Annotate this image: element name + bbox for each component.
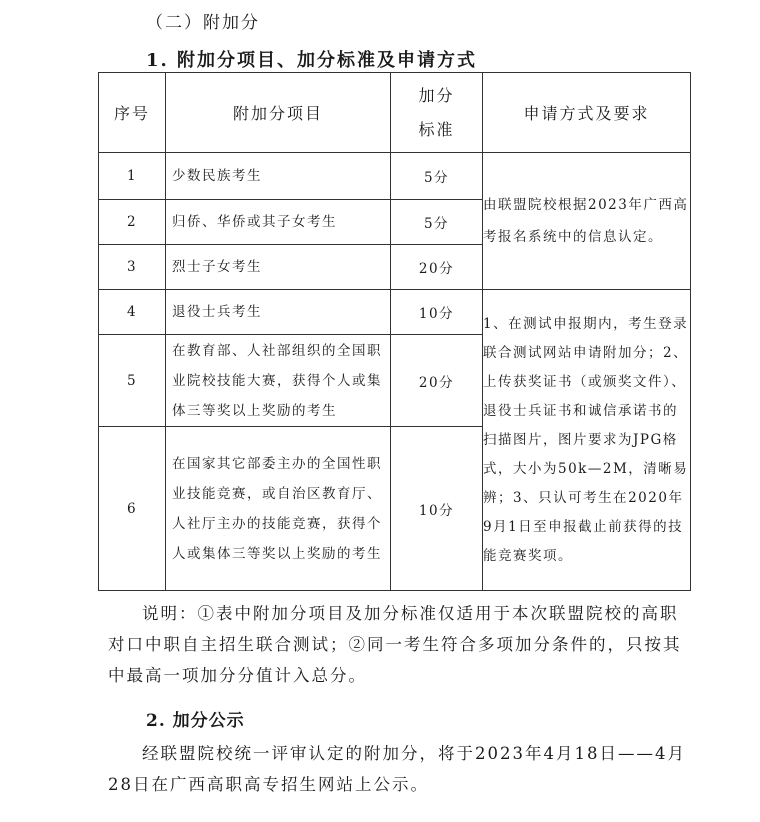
apply-method-online: 1、在测试申报期内，考生登录联合测试网站申请附加分；2、上传获奖证书（或颁奖文件）、退役士兵证书和诚信承诺书的扫描图片，图片要求为JPG格式，大小为50k—2M，清晰易辨；3、只认可考生在2020年9月1日至申报截止前获得的技能竞赛奖项。 [483, 290, 691, 591]
bonus-points-table [98, 72, 691, 591]
row-score: 20分 [391, 335, 483, 427]
row-index: 5 [99, 335, 166, 427]
table-row [99, 290, 691, 335]
table-note: 说明：①表中附加分项目及加分标准仅适用于本次联盟院校的高职对口中职自主招生联合测试；②同一考生符合多项加分条件的，只按其中最高一项加分分值计入总分。 [108, 604, 682, 685]
row-score: 10分 [391, 427, 483, 591]
row-item: 在国家其它部委主办的全国性职业技能竞赛，或自治区教育厅、人社厅主办的技能竞赛，获得个人或集体三等奖以上奖励的考生 [166, 427, 391, 591]
row-score: 10分 [391, 290, 483, 335]
row-score: 5分 [391, 153, 483, 200]
table-row [99, 153, 691, 200]
header-apply: 申请方式及要求 [483, 73, 691, 153]
header-score-line1: 加分 [418, 85, 455, 105]
header-score [391, 73, 483, 153]
apply-method-auto: 由联盟院校根据2023年广西高考报名系统中的信息认定。 [483, 153, 691, 290]
row-index: 3 [99, 245, 166, 290]
header-item: 附加分项目 [166, 73, 391, 153]
row-index: 1 [99, 153, 166, 200]
subsection-title-scoring: 1. 附加分项目、加分标准及申请方式 [146, 50, 478, 71]
subsection-title-publicity: 2. 加分公示 [146, 711, 245, 731]
row-score: 20分 [391, 245, 483, 290]
row-index: 4 [99, 290, 166, 335]
row-item: 归侨、华侨或其子女考生 [166, 200, 391, 245]
section-title: （二）附加分 [146, 13, 260, 33]
row-score: 5分 [391, 200, 483, 245]
publicity-paragraph: 经联盟院校统一评审认定的附加分，将于2023年4月18日——4月28日在广西高职高专招生网站上公示。 [108, 744, 686, 794]
row-item: 少数民族考生 [166, 153, 391, 200]
row-item: 在教育部、人社部组织的全国职业院校技能大赛，获得个人或集体三等奖以上奖励的考生 [166, 335, 391, 427]
table-header-row [99, 73, 691, 153]
header-index: 序号 [99, 73, 166, 153]
row-item: 退役士兵考生 [166, 290, 391, 335]
header-score-line2: 标准 [418, 119, 455, 139]
row-index: 2 [99, 200, 166, 245]
row-item: 烈士子女考生 [166, 245, 391, 290]
row-index: 6 [99, 427, 166, 591]
